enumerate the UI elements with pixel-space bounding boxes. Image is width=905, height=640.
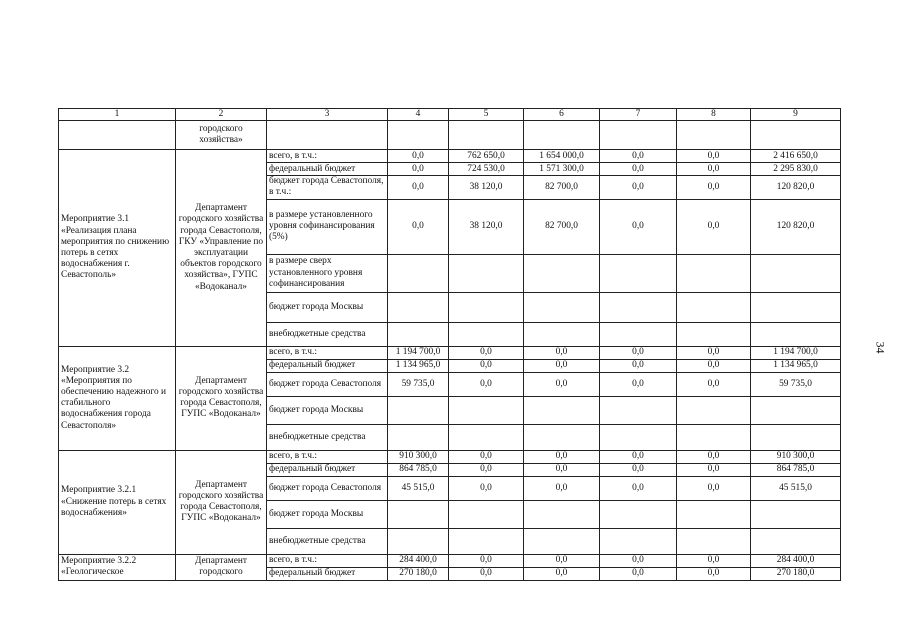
continuation-row: [59, 121, 841, 150]
amount-cell: [388, 322, 449, 346]
amount-cell: 2 416 650,0: [751, 150, 841, 163]
measure-title: Мероприятие 3.1 «Реализация плана мероприятия по снижению потерь в сетях водоснабжения г. Севастополь»: [59, 150, 176, 346]
amount-cell: 864 785,0: [751, 463, 841, 476]
continuation-cell: [388, 121, 449, 150]
amount-cell: 0,0: [600, 359, 677, 372]
funding-source-label: внебюджетные средства: [267, 322, 388, 346]
amount-cell: 0,0: [524, 476, 600, 500]
amount-cell: 0,0: [449, 359, 524, 372]
header-cell: 5: [449, 109, 524, 121]
amount-cell: 0,0: [449, 567, 524, 580]
amount-cell: [751, 424, 841, 450]
amount-cell: 82 700,0: [524, 199, 600, 254]
page-number: 34: [873, 341, 888, 354]
continuation-cell: [600, 121, 677, 150]
responsible-department: Департамент городского хозяйства города Севастополя, ГУПС «Водоканал»: [176, 346, 267, 450]
header-cell: 3: [267, 109, 388, 121]
amount-cell: 1 134 965,0: [751, 359, 841, 372]
amount-cell: 1 194 700,0: [388, 346, 449, 359]
funding-source-label: бюджет города Севастополя, в т.ч.:: [267, 176, 388, 199]
funding-source-label: бюджет города Москвы: [267, 396, 388, 424]
continuation-cell: [524, 121, 600, 150]
amount-cell: [600, 396, 677, 424]
amount-cell: [677, 500, 751, 528]
amount-cell: [677, 424, 751, 450]
amount-cell: 0,0: [677, 199, 751, 254]
amount-cell: 82 700,0: [524, 176, 600, 199]
amount-cell: [388, 528, 449, 554]
amount-cell: 910 300,0: [751, 450, 841, 463]
amount-cell: 724 530,0: [449, 163, 524, 176]
header-cell: 7: [600, 109, 677, 121]
amount-cell: 0,0: [677, 450, 751, 463]
amount-cell: [677, 396, 751, 424]
amount-cell: [449, 500, 524, 528]
amount-cell: 284 400,0: [388, 554, 449, 567]
amount-cell: [524, 528, 600, 554]
responsible-department: Департамент городского хозяйства города Севастополя, ГУПС «Водоканал»: [176, 450, 267, 554]
amount-cell: 0,0: [524, 359, 600, 372]
amount-cell: 0,0: [677, 567, 751, 580]
continuation-cell: городского хозяйства»: [176, 121, 267, 150]
amount-cell: 0,0: [677, 476, 751, 500]
amount-cell: 0,0: [524, 554, 600, 567]
amount-cell: [677, 528, 751, 554]
amount-cell: 0,0: [388, 176, 449, 199]
amount-cell: [524, 292, 600, 322]
amount-cell: 0,0: [600, 199, 677, 254]
amount-cell: 0,0: [600, 463, 677, 476]
funding-source-label: федеральный бюджет: [267, 463, 388, 476]
amount-cell: 0,0: [600, 554, 677, 567]
table-row: [59, 450, 841, 463]
responsible-department: Департамент городского хозяйства города Севастополя, ГКУ «Управление по эксплуатации объектов городского хозяйства», ГУПС «Водоканал»: [176, 150, 267, 346]
amount-cell: 2 295 830,0: [751, 163, 841, 176]
table-row: [59, 150, 841, 163]
amount-cell: 59 735,0: [751, 372, 841, 396]
continuation-cell: [751, 121, 841, 150]
funding-source-label: всего, в т.ч.:: [267, 554, 388, 567]
funding-source-label: всего, в т.ч.:: [267, 450, 388, 463]
amount-cell: 284 400,0: [751, 554, 841, 567]
header-cell: 4: [388, 109, 449, 121]
amount-cell: [751, 254, 841, 292]
continuation-cell: [677, 121, 751, 150]
amount-cell: 0,0: [600, 150, 677, 163]
funding-source-label: бюджет города Севастополя: [267, 372, 388, 396]
funding-source-label: бюджет города Севастополя: [267, 476, 388, 500]
header-cell: 9: [751, 109, 841, 121]
funding-source-label: в размере установленного уровня софинансирования (5%): [267, 199, 388, 254]
amount-cell: [751, 292, 841, 322]
amount-cell: 38 120,0: [449, 199, 524, 254]
amount-cell: 0,0: [524, 372, 600, 396]
amount-cell: 45 515,0: [751, 476, 841, 500]
amount-cell: [449, 528, 524, 554]
amount-cell: 270 180,0: [751, 567, 841, 580]
amount-cell: 1 654 000,0: [524, 150, 600, 163]
table-row: [59, 346, 841, 359]
amount-cell: [524, 396, 600, 424]
amount-cell: [751, 396, 841, 424]
amount-cell: 864 785,0: [388, 463, 449, 476]
amount-cell: 0,0: [600, 346, 677, 359]
amount-cell: 120 820,0: [751, 176, 841, 199]
amount-cell: 0,0: [524, 450, 600, 463]
amount-cell: 0,0: [449, 463, 524, 476]
amount-cell: 1 134 965,0: [388, 359, 449, 372]
amount-cell: 120 820,0: [751, 199, 841, 254]
header-row: [59, 109, 841, 121]
amount-cell: [600, 254, 677, 292]
funding-source-label: федеральный бюджет: [267, 567, 388, 580]
amount-cell: 0,0: [677, 359, 751, 372]
amount-cell: 0,0: [449, 346, 524, 359]
amount-cell: [524, 322, 600, 346]
measure-title: Мероприятие 3.2.2 «Геологическое: [59, 554, 176, 580]
amount-cell: 0,0: [677, 554, 751, 567]
amount-cell: 0,0: [524, 346, 600, 359]
amount-cell: 1 194 700,0: [751, 346, 841, 359]
amount-cell: [524, 424, 600, 450]
amount-cell: 0,0: [524, 567, 600, 580]
amount-cell: 0,0: [677, 163, 751, 176]
measure-title: Мероприятие 3.2 «Мероприятия по обеспечению надежного и стабильного водоснабжения города Севастополя»: [59, 346, 176, 450]
amount-cell: 0,0: [677, 346, 751, 359]
amount-cell: 59 735,0: [388, 372, 449, 396]
amount-cell: 45 515,0: [388, 476, 449, 500]
amount-cell: 0,0: [449, 450, 524, 463]
amount-cell: [677, 254, 751, 292]
amount-cell: [388, 292, 449, 322]
funding-source-label: бюджет города Москвы: [267, 292, 388, 322]
amount-cell: [388, 396, 449, 424]
amount-cell: [751, 528, 841, 554]
header-cell: 6: [524, 109, 600, 121]
funding-source-label: федеральный бюджет: [267, 359, 388, 372]
amount-cell: [449, 396, 524, 424]
funding-source-label: бюджет города Москвы: [267, 500, 388, 528]
amount-cell: 0,0: [600, 567, 677, 580]
continuation-cell: [449, 121, 524, 150]
amount-cell: [600, 424, 677, 450]
amount-cell: [449, 322, 524, 346]
amount-cell: 0,0: [600, 372, 677, 396]
amount-cell: 0,0: [388, 199, 449, 254]
amount-cell: [751, 500, 841, 528]
header-cell: 1: [59, 109, 176, 121]
amount-cell: 0,0: [600, 163, 677, 176]
amount-cell: 0,0: [388, 163, 449, 176]
budget-table: [58, 108, 841, 581]
continuation-cell: [267, 121, 388, 150]
table-body: [59, 109, 841, 581]
amount-cell: 0,0: [600, 450, 677, 463]
funding-source-label: федеральный бюджет: [267, 163, 388, 176]
amount-cell: [600, 292, 677, 322]
amount-cell: 0,0: [677, 463, 751, 476]
continuation-cell: [59, 121, 176, 150]
amount-cell: 38 120,0: [449, 176, 524, 199]
amount-cell: [449, 424, 524, 450]
amount-cell: 1 571 300,0: [524, 163, 600, 176]
amount-cell: 0,0: [388, 150, 449, 163]
amount-cell: 0,0: [524, 463, 600, 476]
amount-cell: [677, 322, 751, 346]
amount-cell: [600, 322, 677, 346]
funding-source-label: в размере сверх установленного уровня софинансирования: [267, 254, 388, 292]
amount-cell: [751, 322, 841, 346]
funding-source-label: внебюджетные средства: [267, 424, 388, 450]
amount-cell: 0,0: [600, 476, 677, 500]
funding-source-label: всего, в т.ч.:: [267, 346, 388, 359]
amount-cell: 0,0: [677, 372, 751, 396]
amount-cell: 270 180,0: [388, 567, 449, 580]
amount-cell: 0,0: [677, 176, 751, 199]
amount-cell: [600, 528, 677, 554]
amount-cell: 0,0: [677, 150, 751, 163]
amount-cell: [449, 292, 524, 322]
amount-cell: [388, 424, 449, 450]
header-cell: 2: [176, 109, 267, 121]
amount-cell: [600, 500, 677, 528]
amount-cell: 0,0: [449, 554, 524, 567]
amount-cell: 910 300,0: [388, 450, 449, 463]
amount-cell: 0,0: [600, 176, 677, 199]
amount-cell: [388, 500, 449, 528]
header-cell: 8: [677, 109, 751, 121]
amount-cell: [677, 292, 751, 322]
funding-source-label: внебюджетные средства: [267, 528, 388, 554]
amount-cell: [388, 254, 449, 292]
amount-cell: [524, 254, 600, 292]
amount-cell: [449, 254, 524, 292]
amount-cell: 0,0: [449, 476, 524, 500]
amount-cell: 0,0: [449, 372, 524, 396]
amount-cell: 762 650,0: [449, 150, 524, 163]
amount-cell: [524, 500, 600, 528]
table-row: [59, 554, 841, 567]
responsible-department: Департамент городского: [176, 554, 267, 580]
measure-title: Мероприятие 3.2.1 «Снижение потерь в сетях водоснабжения»: [59, 450, 176, 554]
funding-source-label: всего, в т.ч.:: [267, 150, 388, 163]
